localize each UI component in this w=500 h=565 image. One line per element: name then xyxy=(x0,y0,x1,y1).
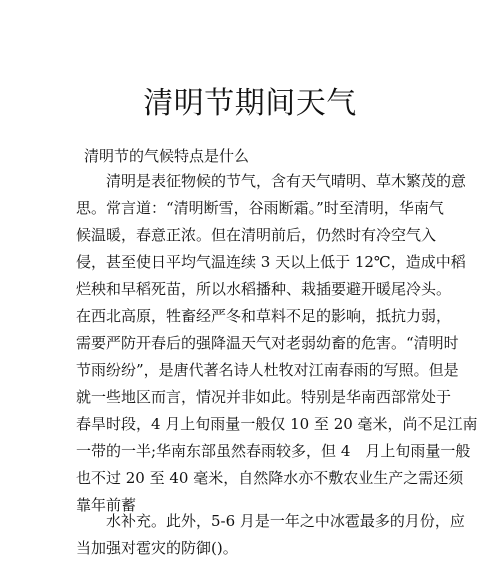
paragraph-line: 烂秧和早稻死苗，所以水稻播种、栽插要避开暖尾冷头。 xyxy=(76,280,452,298)
paragraph-line: 节雨纷纷”，是唐代著名诗人杜牧对江南春雨的写照。但是 xyxy=(76,361,459,379)
paragraph-line: 水补充。此外，5-6 月是一年之中冰雹最多的月份，应 xyxy=(106,512,465,530)
paragraph-line: 候温暖，春意正浓。但在清明前后，仍然时有冷空气入 xyxy=(76,226,437,244)
paragraph-line: 一带的一半;华南东部虽然春雨较多，但 4 月上旬雨量一般 xyxy=(76,442,471,460)
paragraph-line: 靠年前蓄 xyxy=(76,496,137,514)
paragraph-line: 春旱时段，4 月上旬雨量一般仅 10 至 20 毫米，尚不足江南 xyxy=(76,415,478,433)
section-heading: 清明节的气候特点是什么 xyxy=(84,147,250,165)
paragraph-line: 也不过 20 至 40 毫米，自然降水亦不敷农业生产之需还须 xyxy=(76,469,464,487)
paragraph-line: 清明是表征物候的节气，含有天气晴明、草木繁茂的意 xyxy=(106,172,467,190)
document-title: 清明节期间天气 xyxy=(143,86,357,121)
paragraph-1 xyxy=(76,168,478,519)
paragraph-line: 当加强对雹灾的防御()。 xyxy=(76,539,238,557)
paragraph-line: 在西北高原，牲畜经严冬和草料不足的影响，抵抗力弱， xyxy=(76,307,452,325)
paragraph-line: 需要严防开春后的强降温天气对老弱幼畜的危害。“清明时 xyxy=(76,334,459,352)
paragraph-line: 就一些地区而言，情况并非如此。特别是华南西部常处于 xyxy=(76,388,452,406)
paragraph-2 xyxy=(76,508,465,562)
paragraph-line: 侵，甚至使日平均气温连续 3 天以上低于 12℃，造成中稻 xyxy=(76,253,466,271)
paragraph-line: 思。常言道：“清明断雪，谷雨断霜。”时至清明，华南气 xyxy=(76,199,444,217)
